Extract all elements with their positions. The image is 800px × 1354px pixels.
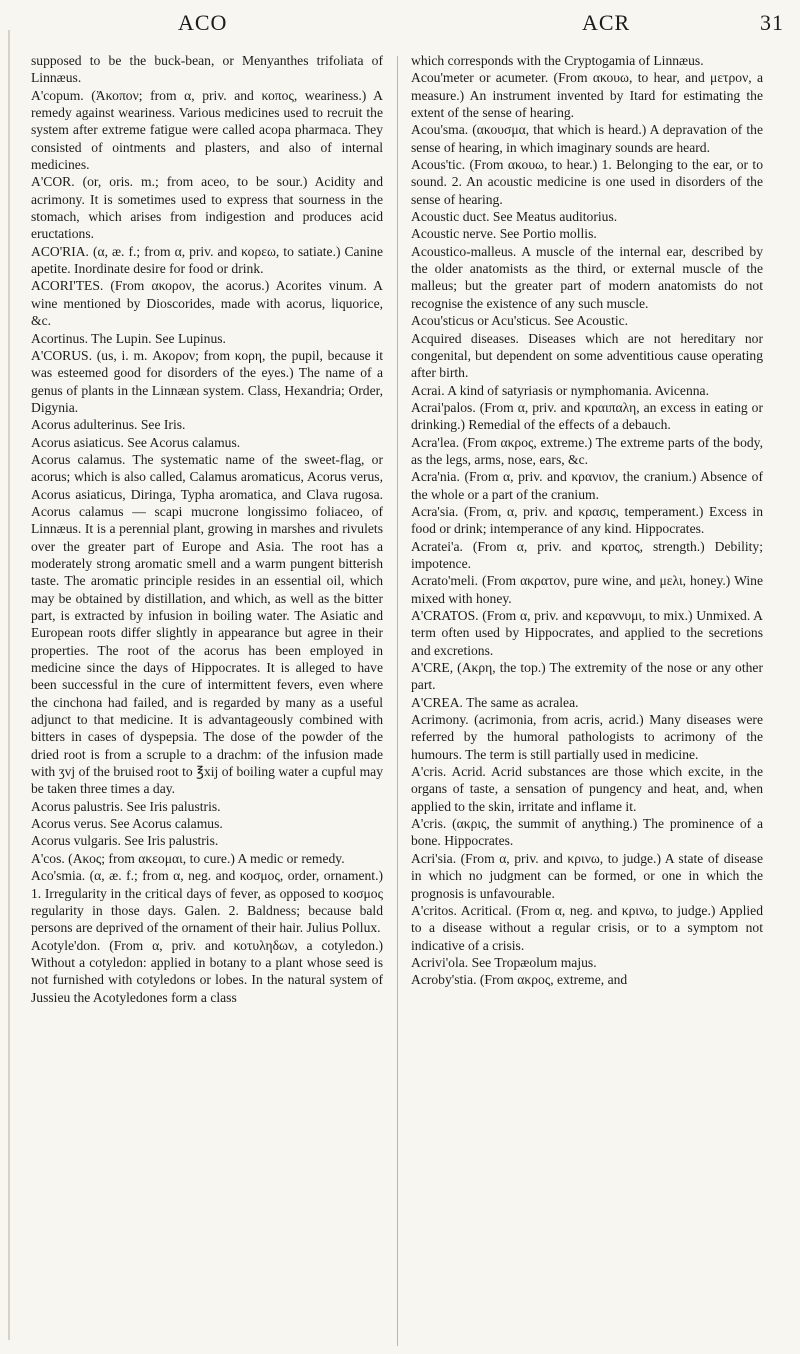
entry: A'CRATOS. (From α, priv. and κεραννυμι, to mix.) Unmixed. A term often used by Hippocrates, and applied to the secretions and excretions. xyxy=(411,608,763,658)
entry: Acorus adulterinus. See Iris. xyxy=(31,417,186,433)
entry: Acorus asiaticus. See Acorus calamus. xyxy=(31,434,241,450)
entry: Acroby'stia. (From ακρος, extreme, and xyxy=(411,972,628,988)
entry: Acra'sia. (From, α, priv. and κρασις, temperament.) Excess in food or drink; intemperance of any kind. Hippocrates. xyxy=(411,503,763,537)
entry: Acorus calamus. The systematic name of the sweet-flag, or acorus; which is also called, Calamus aromaticus, Acorus verus, Acorus asiaticus, Diringa, Typha aromatica, and Clava rugosa. Acorus calamus — scapi mucrone longissimo foliaceo, of Linnæus. It is a perennial plant, growing in marshes and rivulets over the greater part of Europe and Asia. The root has a moderately strong aromatic smell and a warm pungent bitterish taste. The aromatic principle resides in an essential oil, which may be obtained by distillation, and which, as well as the bitter part, is extracted by infusion in boiling water. The Asiatic and European roots differ slightly in appearance but agree in their properties. The root of the acorus has been employed in medicine since the days of Hippocrates. It is alleged to have been successful in the cure of intermittent fevers, even where the cinchona had failed, and is regarded by many as a useful adjunct to that medicine. It is advantageously combined with bitters in cases of dyspepsia. The dose of the powder of the dried root is from a scruple to a drachm: of the infusion made with ʒvj of the bruised root to ℥xij of boiling water a cupful may be taken three times a day. xyxy=(31,451,383,797)
entry: ACORI'TES. (From ακορον, the acorus.) Acorites vinum. A wine mentioned by Dioscorides, made with acorus, liquorice, &c. xyxy=(31,278,383,329)
entry: Acorus palustris. See Iris palustris. xyxy=(31,798,221,814)
page-number: 31 xyxy=(760,10,784,35)
entry: A'CREA. The same as acralea. xyxy=(411,694,579,710)
entry: ACO'RIA. (α, æ. f.; from α, priv. and κορεω, to satiate.) Canine apetite. Inordinate desire for food or drink. xyxy=(31,243,383,277)
entry: A'CRE, (Ακρη, the top.) The extremity of the nose or any other part. xyxy=(411,660,763,693)
entry: Acratei'a. (From α, priv. and κρατος, strength.) Debility; impotence. xyxy=(411,538,763,571)
entry: Acrato'meli. (From ακρατον, pure wine, and μελι, honey.) Wine mixed with honey. xyxy=(411,573,763,606)
entry: A'CORUS. (us, i. m. Ακορον; from κορη, the pupil, because it was esteemed good for disorders of the eyes.) The name of a genus of plants in the Linnæan system. Class, Hexandria; Order, Digynia. xyxy=(31,347,383,415)
entry: supposed to be the buck-bean, or Menyanthes trifoliata of Linnæus. xyxy=(31,53,383,86)
entry: Acou'sma. (ακουσμα, that which is heard.) A depravation of the sense of hearing, in which imaginary sounds are heard. xyxy=(411,122,763,155)
running-header xyxy=(0,10,800,44)
entry: A'cris. Acrid. Acrid substances are those which excite, in the organs of taste, a sensation of pungency and heat, and, when applied to the skin, irritate and inflame it. xyxy=(411,764,763,814)
entry: Acra'lea. (From ακρος, extreme.) The extreme parts of the body, as the legs, arms, nose, ears, &c. xyxy=(411,434,763,467)
column-divider xyxy=(397,56,398,1346)
entry: Acri'sia. (From α, priv. and κρινω, to judge.) A state of disease in which no judgment can be formed, or one in which the prognosis is unfavourable. xyxy=(411,850,763,901)
entry: Acoustic duct. See Meatus auditorius. xyxy=(411,209,618,225)
entry: A'cris. (ακρις, the summit of anything.) The prominence of a bone. Hippocrates. xyxy=(411,816,763,849)
entry: Acrivi'ola. See Tropæolum majus. xyxy=(411,954,597,970)
header-left-guide-word: ACO xyxy=(178,10,228,35)
entry: Aco'smia. (α, æ. f.; from α, neg. and κοσμος, order, ornament.) 1. Irregularity in the critical days of fever, as opposed to κοσμος regularity in those days. Galen. 2. Baldness; because bald persons are deprived of the ornament of their hair. Julius Pollux. xyxy=(31,868,383,936)
entry: Acorus verus. See Acorus calamus. xyxy=(31,816,223,832)
entry: Acrai. A kind of satyriasis or nymphomania. Avicenna. xyxy=(411,382,709,398)
entry: Acra'nia. (From α, priv. and κρανιον, the cranium.) Absence of the whole or a part of the cranium. xyxy=(411,469,763,502)
page-binding-shadow xyxy=(8,30,10,1340)
entry: Acous'tic. (From ακουω, to hear.) 1. Belonging to the ear, or to sound. 2. An acoustic medicine is one used in disorders of the sense of hearing. xyxy=(411,157,763,207)
entry: A'cos. (Ακος; from ακεομαι, to cure.) A medic or remedy. xyxy=(31,850,345,866)
left-column xyxy=(31,52,383,1006)
entry: Acortinus. The Lupin. See Lupinus. xyxy=(31,330,226,346)
entry: A'copum. (Ἀκοπον; from α, priv. and κοπος, weariness.) A remedy against weariness. Various medicines used to recruit the system after extreme fatigue were called acopa pharmaca. They consisted of ointments and plasters, and also of internal medicines. xyxy=(31,87,383,173)
entry: Acoustic nerve. See Portio mollis. xyxy=(411,226,597,242)
entry: Acoustico-malleus. A muscle of the internal ear, described by the older anatomists as the third, or external muscle of the malleus; but the greater part of modern anatomists do not recognise the existence of any such muscle. xyxy=(411,243,763,311)
entry: Acorus vulgaris. See Iris palustris. xyxy=(31,833,219,849)
right-column xyxy=(411,52,763,989)
entry: Acotyle'don. (From α, priv. and κοτυληδων, a cotyledon.) Without a cotyledon: applied in botany to a plant whose seed is not furnished with cotyledons or lobes. In the natural system of Jussieu the Acotyledones form a class xyxy=(31,937,383,1005)
entry: which corresponds with the Cryptogamia of Linnæus. xyxy=(411,53,704,68)
entry: Acrai'palos. (From α, priv. and κραιπαλη, an excess in eating or drinking.) Remedial of the effects of a debauch. xyxy=(411,399,763,433)
entry: A'critos. Acritical. (From α, neg. and κρινω, to judge.) Applied to a disease without a regular crisis, or to a symptom not indicative of a crisis. xyxy=(411,902,763,953)
entry: A'COR. (or, oris. m.; from aceo, to be sour.) Acidity and acrimony. It is sometimes used to express that sourness in the stomach, which arises from indigestion and produces acid eructations. xyxy=(31,174,383,242)
entry: Acou'sticus or Acu'sticus. See Acoustic. xyxy=(411,313,629,329)
entry: Acrimony. (acrimonia, from acris, acrid.) Many diseases were referred by the humoral pathologists to acrimony of the humours. The term is still partially used in medicine. xyxy=(411,712,763,762)
entry: Acou'meter or acumeter. (From ακουω, to hear, and μετρον, a measure.) An instrument invented by Itard for estimating the extent of the sense of hearing. xyxy=(411,70,763,121)
header-right-guide-word: ACR xyxy=(582,10,631,35)
entry: Acquired diseases. Diseases which are not hereditary nor congenital, but dependent on some adventitious cause operating after birth. xyxy=(411,330,763,381)
